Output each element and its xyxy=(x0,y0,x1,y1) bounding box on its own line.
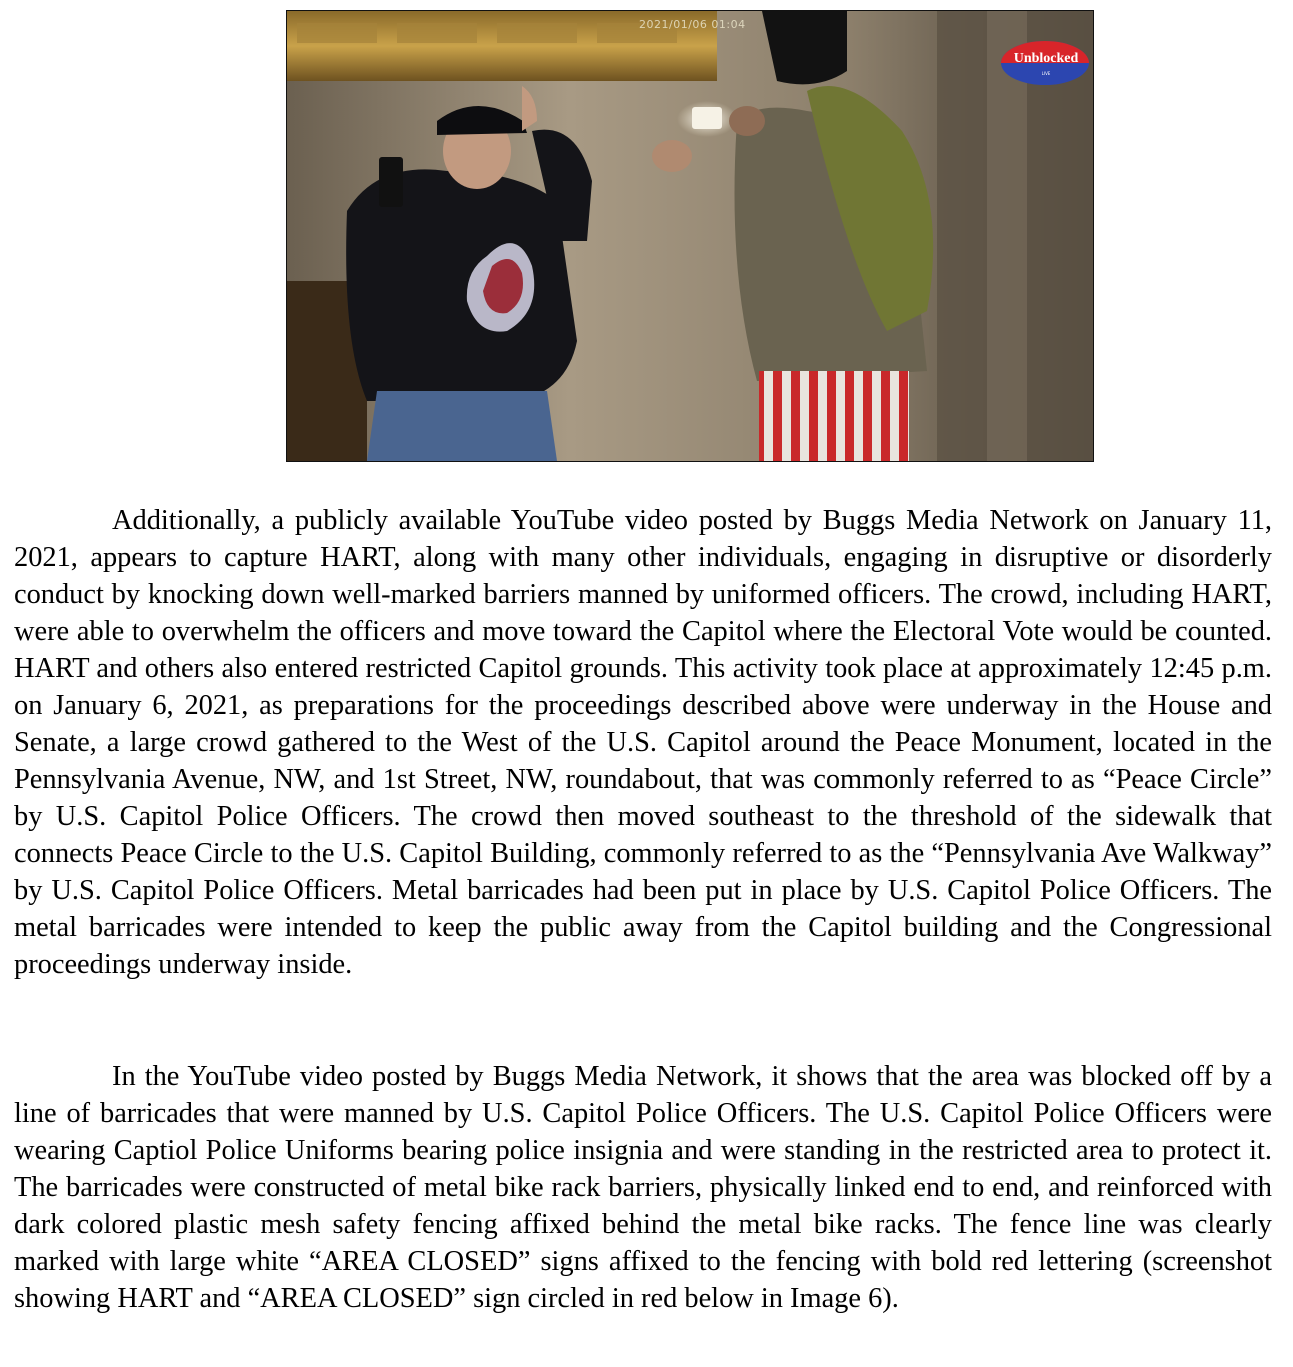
logo-text: Unblocked xyxy=(1013,51,1079,66)
unblocked-logo xyxy=(1001,43,1091,89)
video-screenshot xyxy=(286,10,1094,462)
paragraph-2: In the YouTube video posted by Buggs Media Network, it shows that the area was blocked off by a line of barricades that were manned by U.S. Capitol Police Officers. The U.S. Capitol Police Officers were wearing Captiol Police Uniforms bearing police insignia and were standing in the restricted area to protect it. The barricades were constructed of metal bike rack barriers, physically linked end to end, and reinforced with dark colored plastic mesh safety fencing affixed behind the metal bike racks. The fence line was clearly marked with large white “AREA CLOSED” signs affixed to the fencing with bold red lettering (screenshot showing HART and “AREA CLOSED” sign circled in red below in Image 6). xyxy=(14,1061,1272,1314)
logo-subtext: LIVE xyxy=(1041,71,1051,76)
video-timestamp: 2021/01/06 01:04 xyxy=(639,18,746,31)
screenshot-scene xyxy=(287,11,1093,461)
paragraph-1: Additionally, a publicly available YouTube video posted by Buggs Media Network on January 11, 2021, appears to capture HART, along with many other individuals, engaging in disruptive or disorderly conduct by knocking down well-marked barriers manned by uniformed officers. The crowd, including HART, were able to overwhelm the officers and move toward the Capitol where the Electoral Vote would be counted. HART and others also entered restricted Capitol grounds. This activity took place at approximately 12:45 p.m. on January 6, 2021, as preparations for the proceedings described above were underway in the House and Senate, a large crowd gathered to the West of the U.S. Capitol around the Peace Monument, located in the Pennsylvania Avenue, NW, and 1st Street, NW, roundabout, that was commonly referred to as “Peace Circle” by U.S. Capitol Police Officers. The crowd then moved southeast to the threshold of the sidewalk that connects Peace Circle to the U.S. Capitol Building, commonly referred to as the “Pennsylvania Ave Walkway” by U.S. Capitol Police Officers. Metal barricades had been put in place by U.S. Capitol Police Officers. The metal barricades were intended to keep the public away from the Capitol building and the Congressional proceedings underway inside. xyxy=(14,505,1272,980)
